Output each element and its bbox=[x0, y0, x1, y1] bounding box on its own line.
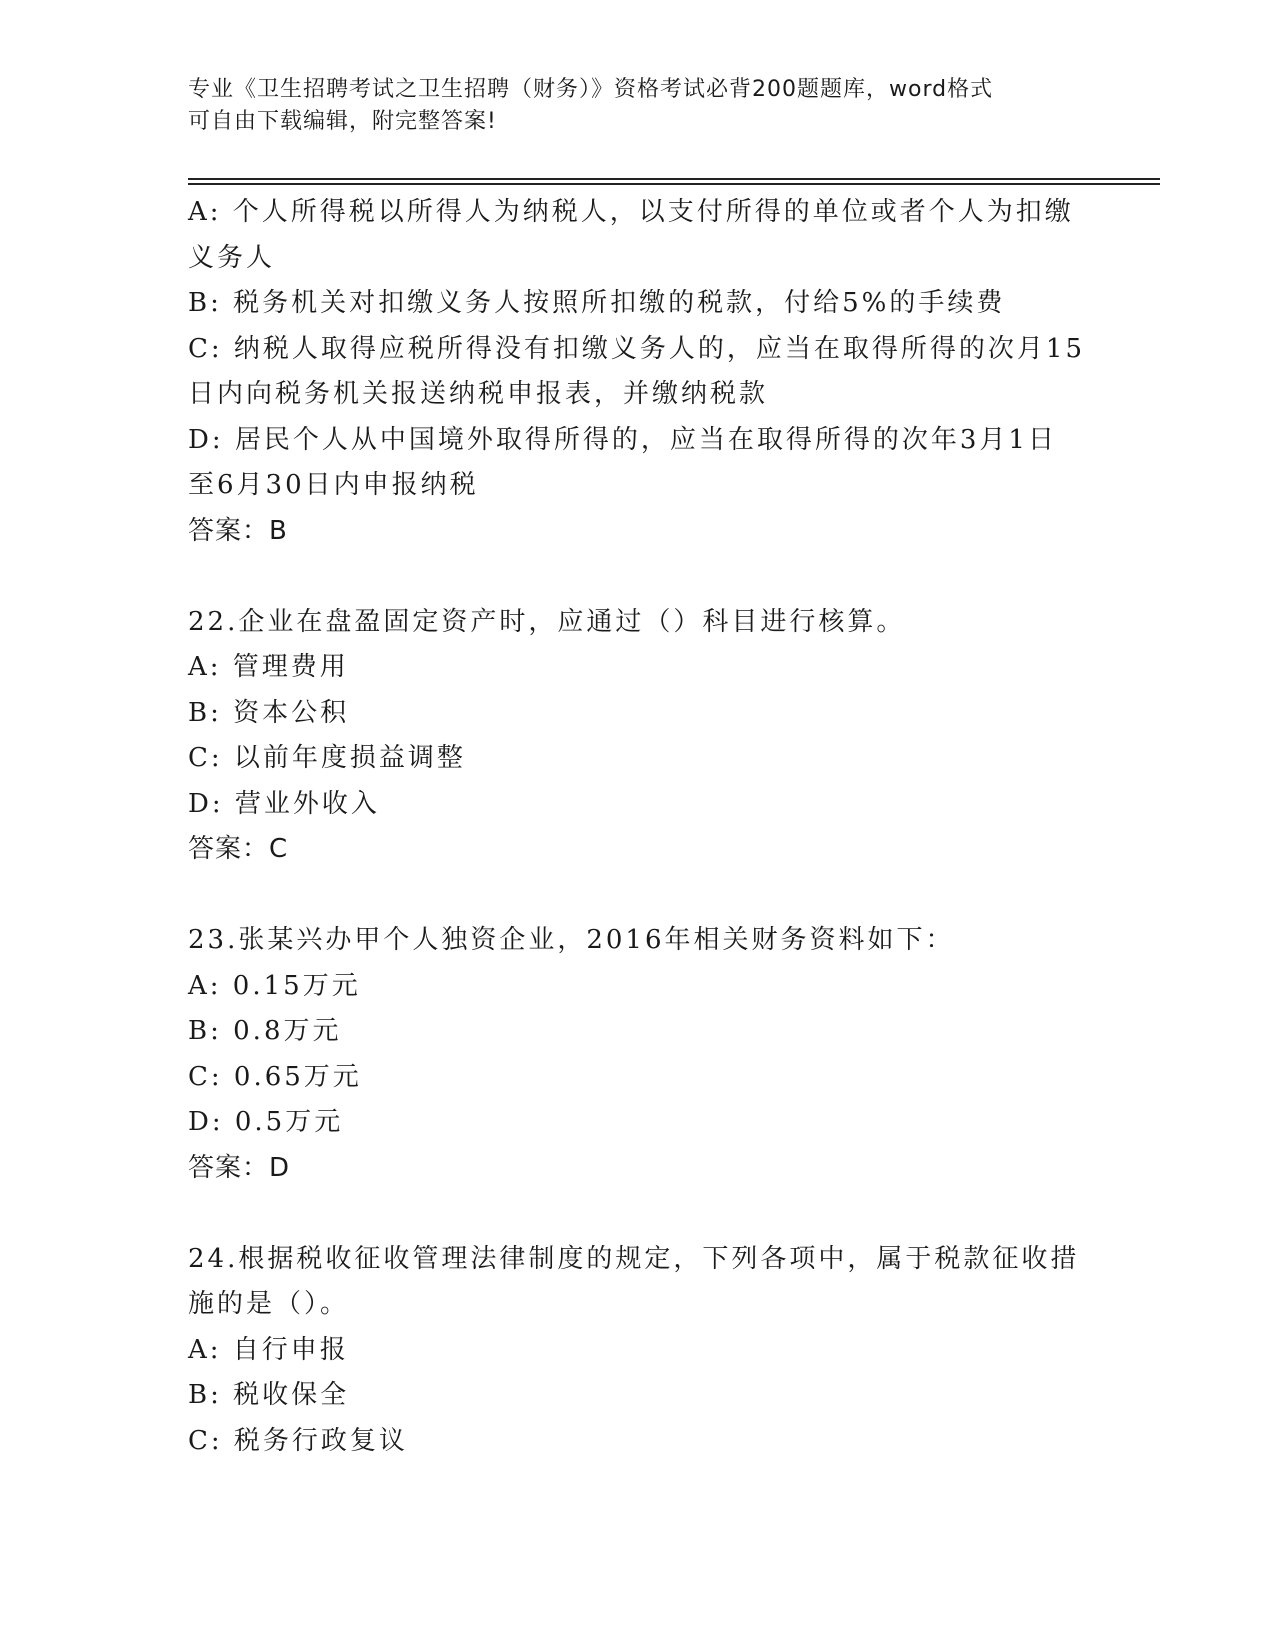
q22-question: 22.企业在盘盈固定资产时，应通过（）科目进行核算。 bbox=[188, 606, 906, 637]
header-title-line-2: 可自由下载编辑，附完整答案! bbox=[188, 109, 497, 134]
question-22-block bbox=[188, 600, 1088, 873]
q23-question: 23.张某兴办甲个人独资企业，2016年相关财务资料如下： bbox=[188, 925, 955, 955]
q21-option-a-line-2: 义务人 bbox=[188, 242, 276, 273]
q24-question-line-1: 24.根据税收征收管理法律制度的规定，下列各项中，属于税款征收措 bbox=[188, 1243, 1080, 1274]
q21-option-b: B: 税务机关对扣缴义务人按照所扣缴的税款，付给5%的手续费 bbox=[188, 288, 1006, 318]
q23-answer: 答案：D bbox=[188, 1152, 291, 1183]
q23-option-a: A: 0.15万元 bbox=[188, 970, 361, 1001]
q24-option-a: A: 自行申报 bbox=[188, 1334, 349, 1365]
q21-answer: 答案：B bbox=[188, 515, 288, 546]
spacer bbox=[188, 554, 1088, 600]
q22-option-a: A: 管理费用 bbox=[188, 652, 349, 682]
question-24-block bbox=[188, 1237, 1088, 1465]
q24-option-c: C: 税务行政复议 bbox=[188, 1425, 408, 1456]
q22-option-d: D: 营业外收入 bbox=[188, 788, 380, 819]
q22-answer: 答案：C bbox=[188, 834, 289, 864]
spacer bbox=[188, 873, 1088, 919]
document-header bbox=[188, 74, 1088, 138]
question-21-block bbox=[188, 190, 1088, 554]
q23-option-d: D: 0.5万元 bbox=[188, 1107, 344, 1137]
header-divider-bottom bbox=[188, 183, 1160, 185]
header-title-line-1: 专业《卫生招聘考试之卫生招聘（财务）》资格考试必背200题题库，word格式 bbox=[188, 77, 994, 102]
spacer bbox=[188, 1191, 1088, 1237]
q22-option-b: B: 资本公积 bbox=[188, 697, 350, 728]
q23-option-b: B: 0.8万元 bbox=[188, 1016, 342, 1046]
q21-option-d-line-2: 至6月30日内申报纳税 bbox=[188, 470, 479, 500]
q22-option-c: C: 以前年度损益调整 bbox=[188, 743, 466, 773]
q21-option-c-line-1: C: 纳税人取得应税所得没有扣缴义务人的，应当在取得所得的次月15 bbox=[188, 333, 1086, 364]
q21-option-d-line-1: D: 居民个人从中国境外取得所得的，应当在取得所得的次年3月1日 bbox=[188, 424, 1057, 455]
q24-option-b: B: 税收保全 bbox=[188, 1380, 350, 1410]
question-23-block bbox=[188, 918, 1088, 1191]
header-divider-top bbox=[188, 178, 1160, 180]
q21-option-a-line-1: A: 个人所得税以所得人为纳税人，以支付所得的单位或者个人为扣缴 bbox=[188, 197, 1074, 227]
document-body bbox=[188, 190, 1088, 1464]
q21-option-c-line-2: 日内向税务机关报送纳税申报表，并缴纳税款 bbox=[188, 379, 769, 409]
q23-option-c: C: 0.65万元 bbox=[188, 1061, 362, 1092]
q24-question-line-2: 施的是（）。 bbox=[188, 1289, 350, 1319]
